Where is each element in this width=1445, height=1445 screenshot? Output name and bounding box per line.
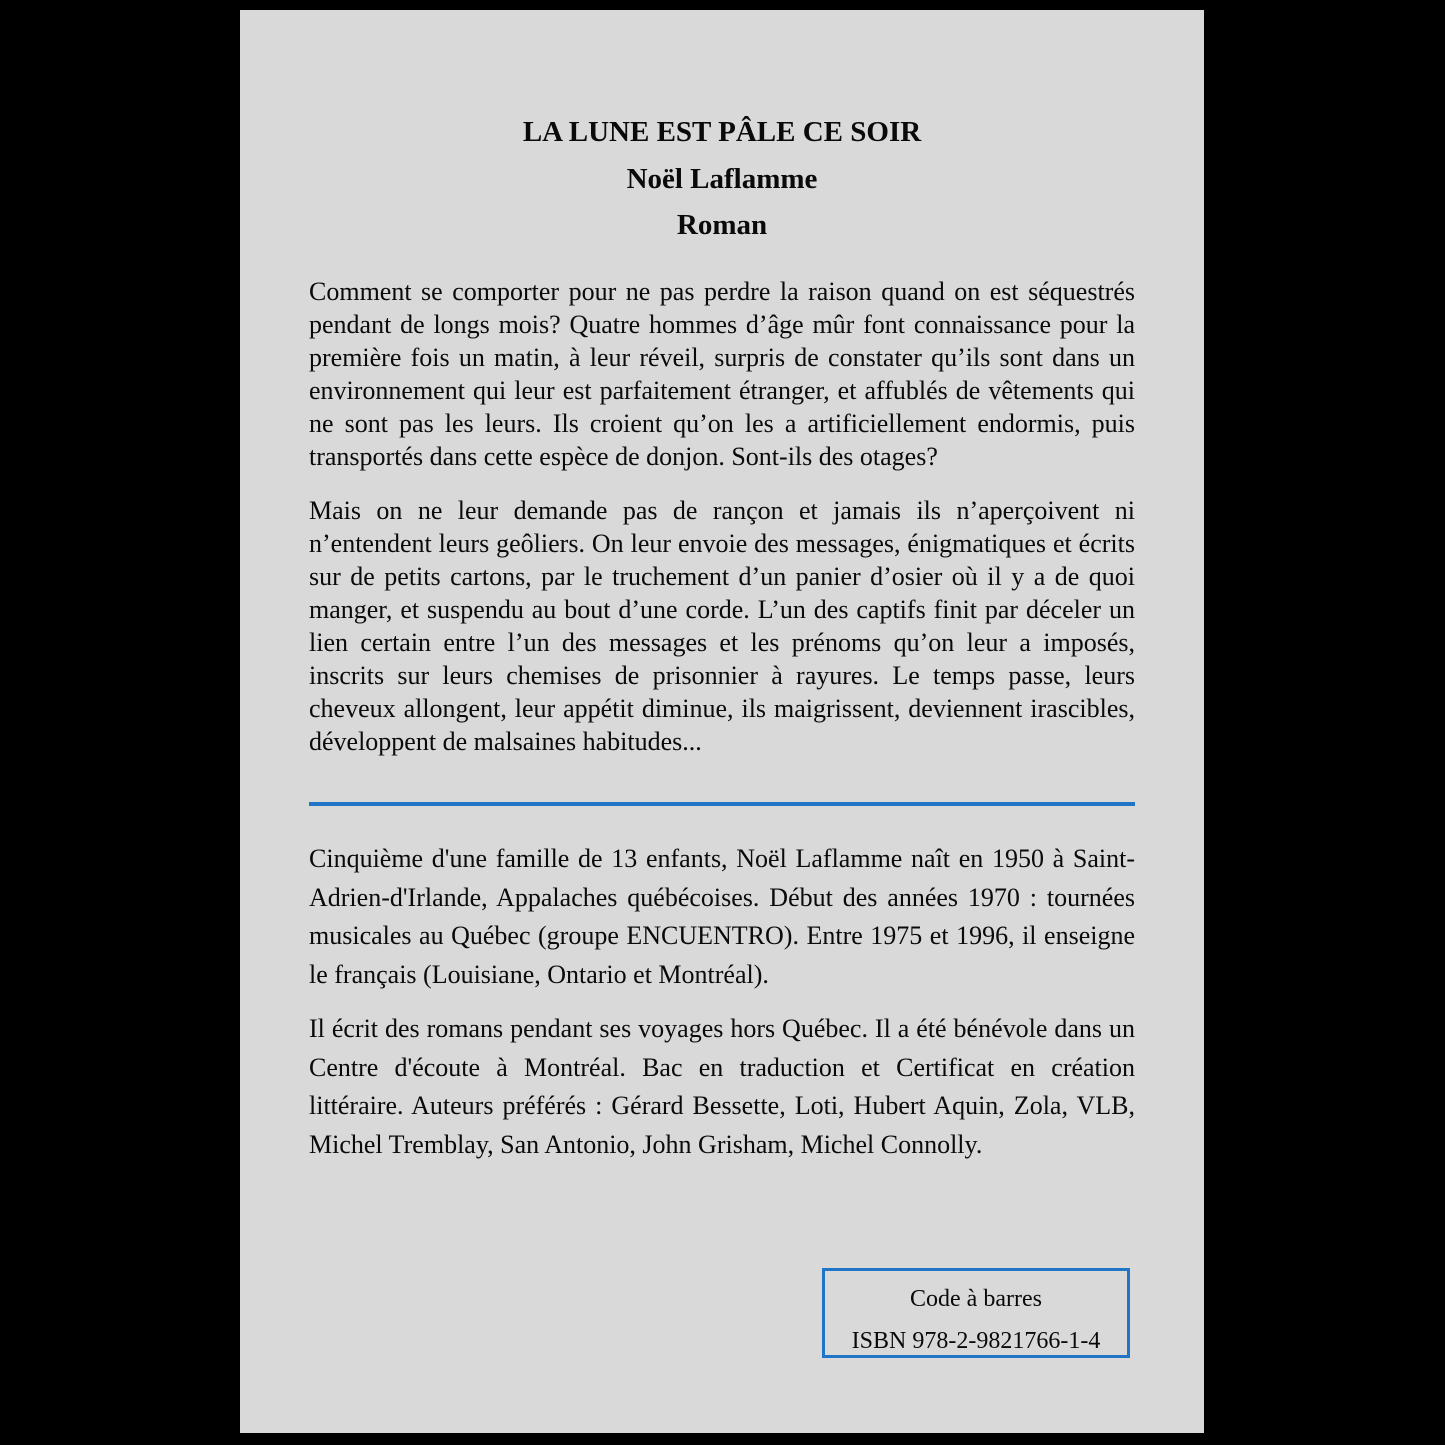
synopsis-paragraph-2: Mais on ne leur demande pas de rançon et jamais ils n’aperçoivent ni n’entendent leurs geôliers. On leur envoie des messages, énigmatiques et écrits sur de petits cartons, par le truchement d’un panier d’osier où il y a de quoi manger, et suspendu au bout d’une corde. L’un des captifs finit par déceler un lien certain entre l’un des messages et les prénoms qu’on leur a imposés, inscrits sur leurs chemises de prisonnier à rayures. Le temps passe, leurs cheveux allongent, leur appétit diminue, ils maigrissent, deviennent irascibles, développent de malsaines habitudes... (309, 496, 1135, 756)
cover-text-column (240, 10, 1204, 1164)
isbn-number: ISBN 978-2-9821766-1-4 (851, 1328, 1101, 1354)
section-divider (309, 802, 1135, 806)
isbn-box (822, 1268, 1130, 1358)
bio-paragraph-2: Il écrit des romans pendant ses voyages hors Québec. Il a été bénévole dans un Centre d'écoute à Montréal. Bac en traduction et Certificat en création littéraire. Auteurs préférés : Gérard Bessette, Loti, Hubert Aquin, Zola, VLB, Michel Tremblay, San Antonio, John Grisham, Michel Connolly. (309, 1014, 1135, 1159)
synopsis-paragraph-1: Comment se comporter pour ne pas perdre la raison quand on est séquestrés pendant de longs mois? Quatre hommes d’âge mûr font connaissance pour la première fois un matin, à leur réveil, surpris de constater qu’ils sont dans un environnement qui leur est parfaitement étranger, et affublés de vêtements qui ne sont pas les leurs. Ils croient qu’on les a artificiellement endormis, puis transportés dans cette espèce de donjon. Sont-ils des otages? (309, 277, 1135, 471)
genre-label: Roman (676, 209, 768, 241)
book-back-cover-page (240, 10, 1204, 1433)
bio-paragraph-1: Cinquième d'une famille de 13 enfants, Noël Laflamme naît en 1950 à Saint-Adrien-d'Irlande, Appalaches québécoises. Début des années 1970 : tournées musicales au Québec (groupe ENCUENTRO). Entre 1975 et 1996, il enseigne le français (Louisiane, Ontario et Montréal). (309, 844, 1135, 989)
book-title: LA LUNE EST PÂLE CE SOIR (522, 116, 922, 148)
author-name: Noël Laflamme (626, 163, 818, 195)
barcode-placeholder-label: Code à barres (910, 1286, 1042, 1312)
